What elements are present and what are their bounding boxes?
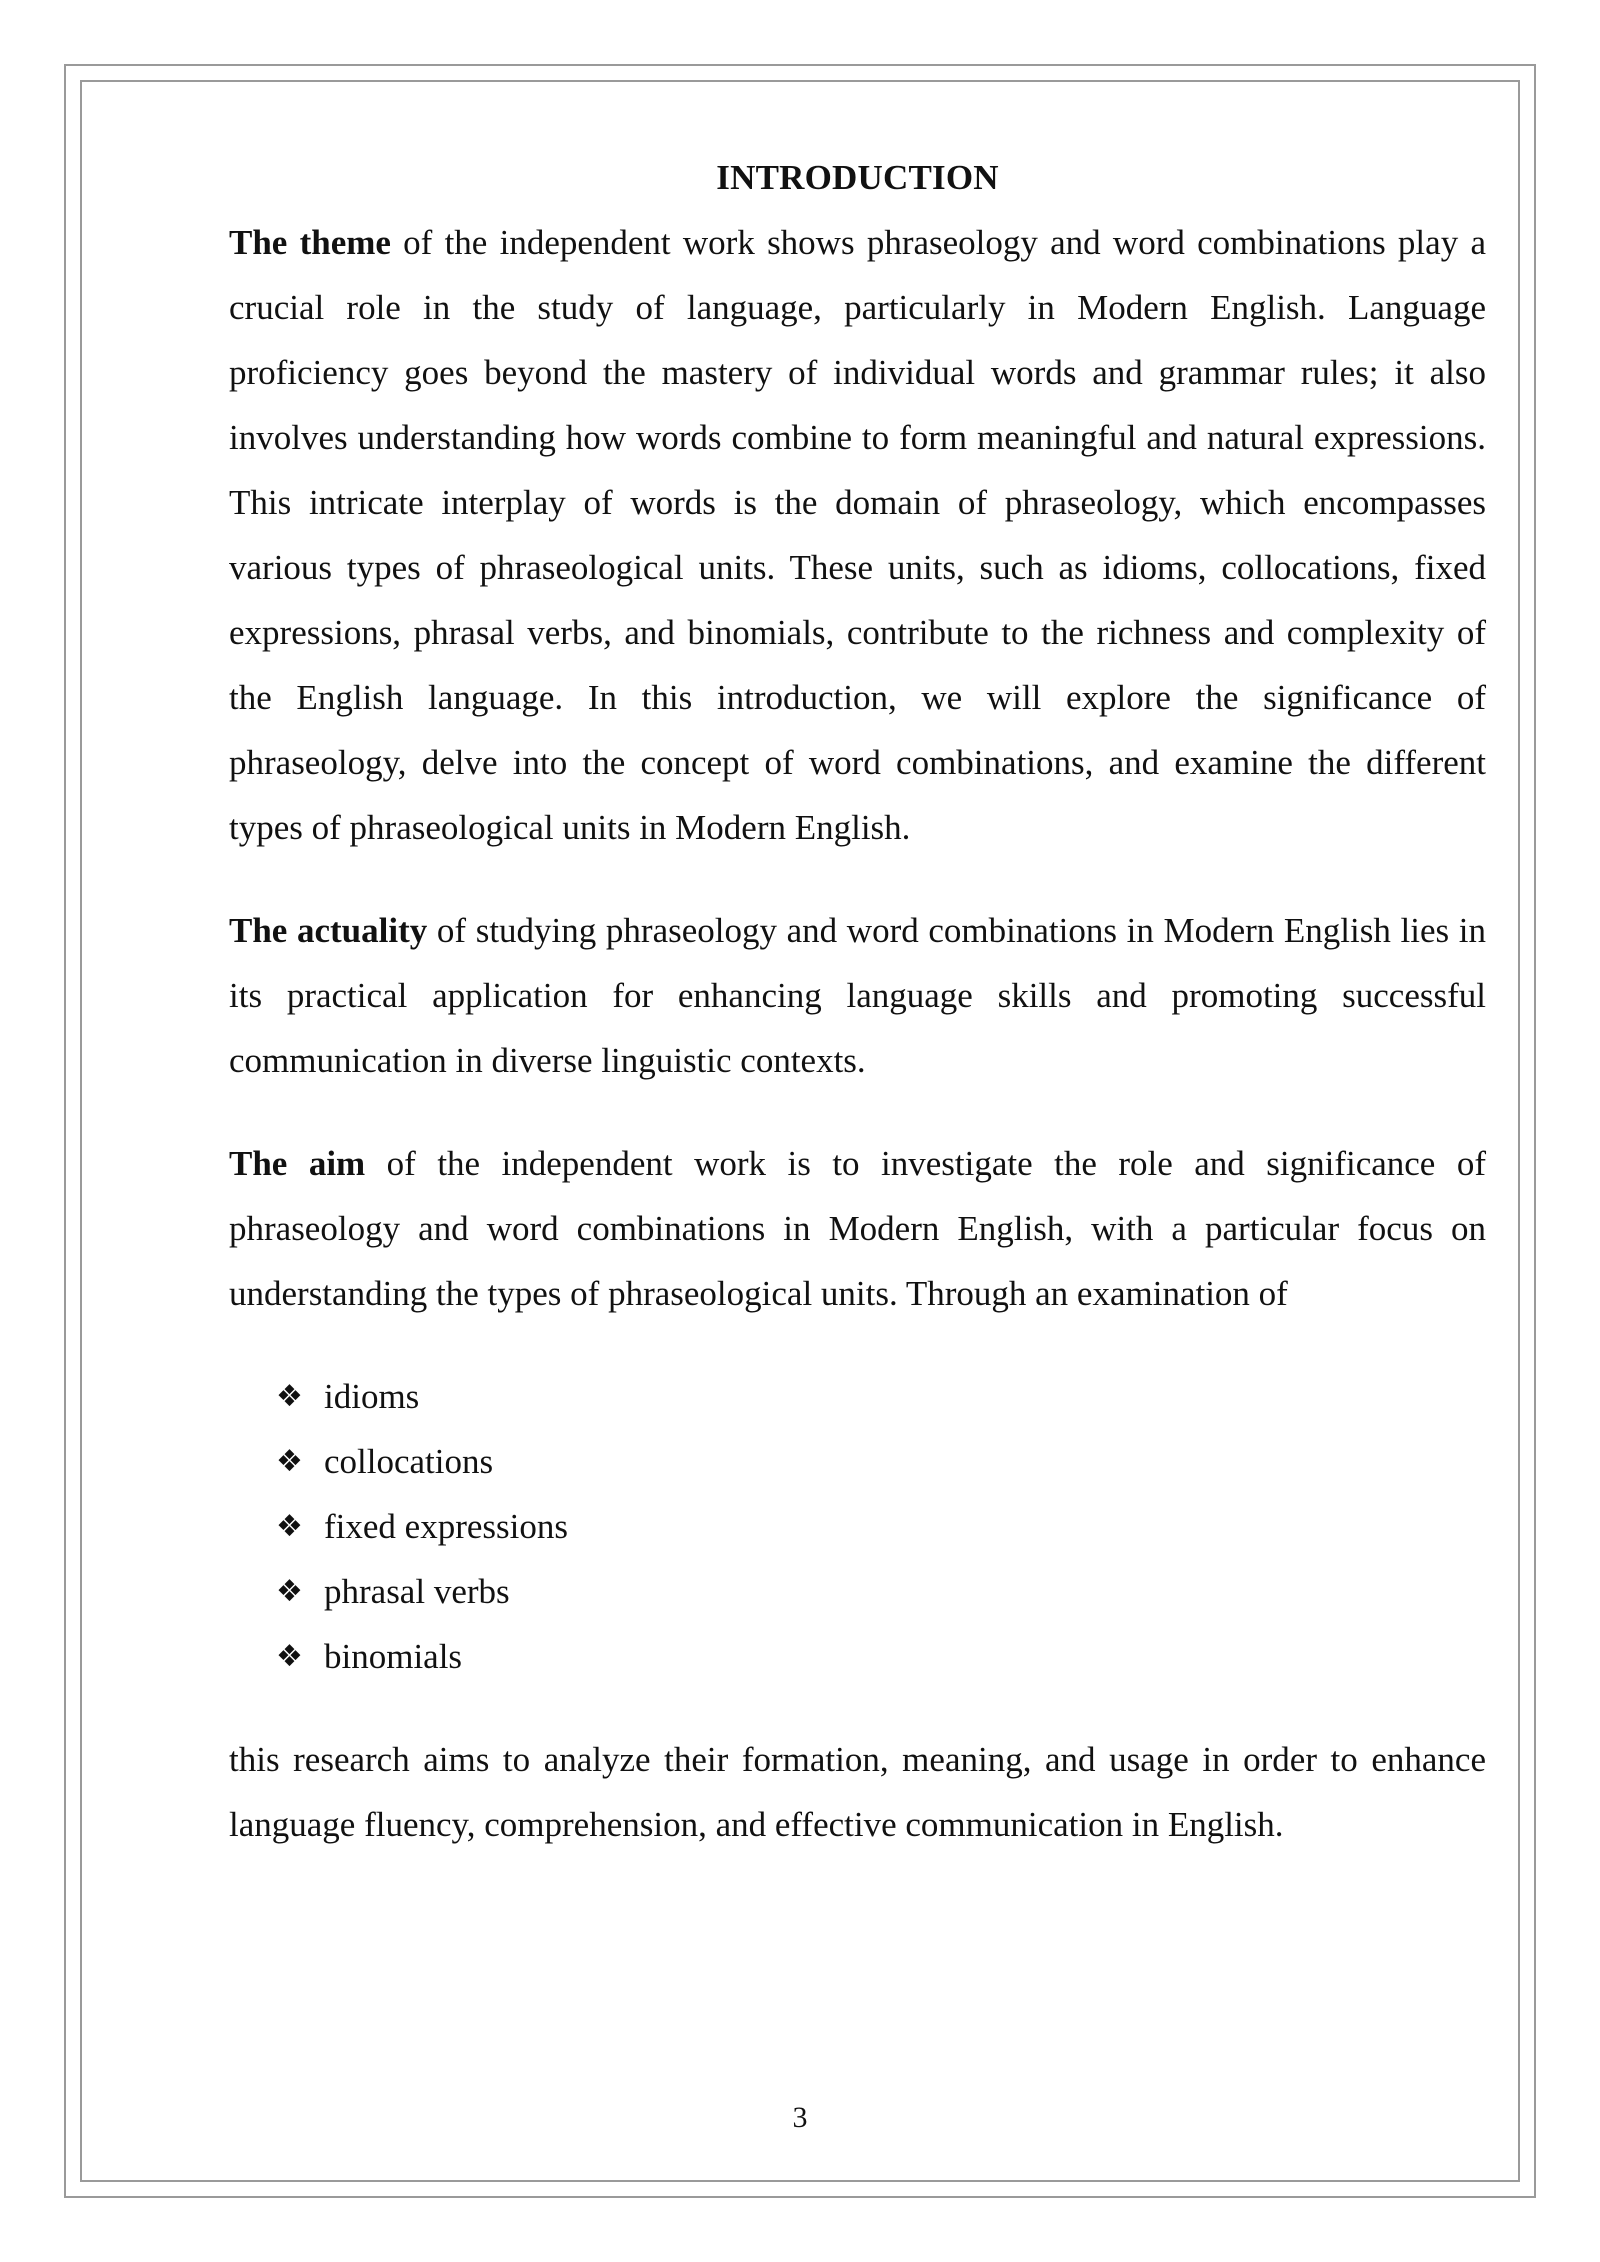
list-item-label: binomials: [324, 1637, 463, 1676]
list-item: [276, 1624, 1486, 1689]
paragraph-spacer: [229, 1326, 1486, 1364]
list-item: [276, 1364, 1486, 1429]
diamond-bullet-icon: ❖: [276, 1509, 303, 1544]
list-item-label: idioms: [324, 1377, 420, 1416]
theme-paragraph: [229, 210, 1486, 860]
diamond-bullet-icon: ❖: [276, 1639, 303, 1674]
theme-text: of the independent work shows phraseology and word combinations play a crucial role in the study of language, particularly in Modern English. Language proficiency goes beyond the mastery of individual words and grammar rules; it also involves understanding how words combine to form meaningful and natural expressions. This intricate interplay of words is the domain of phraseology, which encompasses various types of phraseological units. These units, such as idioms, collocations, fixed expressions, phrasal verbs, and binomials, contribute to the richness and complexity of the English language. In this introduction, we will explore the significance of phraseology, delve into the concept of word combinations, and examine the different types of phraseological units in Modern English.: [229, 223, 1486, 847]
list-item-label: fixed expressions: [324, 1507, 568, 1546]
closing-paragraph: this research aims to analyze their formation, meaning, and usage in order to enhance language fluency, comprehension, and effective communication in English.: [229, 1740, 1486, 1844]
list-item-label: phrasal verbs: [324, 1572, 510, 1611]
actuality-paragraph: [229, 898, 1486, 1093]
diamond-bullet-icon: ❖: [276, 1379, 303, 1414]
diamond-bullet-icon: ❖: [276, 1444, 303, 1479]
actuality-lead: The actuality: [229, 911, 428, 950]
phraseological-units-list: [229, 1364, 1486, 1689]
aim-text: of the independent work is to investigate the role and significance of phraseology and word combinations in Modern English, with a particular focus on understanding the types of phraseological units. Through an examination of: [229, 1144, 1486, 1313]
paragraph-spacer: [229, 1093, 1486, 1131]
list-item: [276, 1494, 1486, 1559]
list-item: [276, 1429, 1486, 1494]
page-number: 3: [792, 2101, 808, 2134]
paragraph-spacer: [229, 860, 1486, 898]
paragraph-spacer: [229, 1689, 1486, 1727]
aim-paragraph: [229, 1131, 1486, 1326]
page-title: INTRODUCTION: [716, 158, 999, 197]
list-item: [276, 1559, 1486, 1624]
diamond-bullet-icon: ❖: [276, 1574, 303, 1609]
actuality-text: of studying phraseology and word combinations in Modern English lies in its practical application for enhancing language skills and promoting successful communication in diverse linguistic contexts.: [229, 911, 1486, 1080]
aim-lead: The aim: [229, 1144, 366, 1183]
theme-lead: The theme: [229, 223, 391, 262]
page-content: [229, 145, 1486, 1857]
list-item-label: collocations: [324, 1442, 494, 1481]
